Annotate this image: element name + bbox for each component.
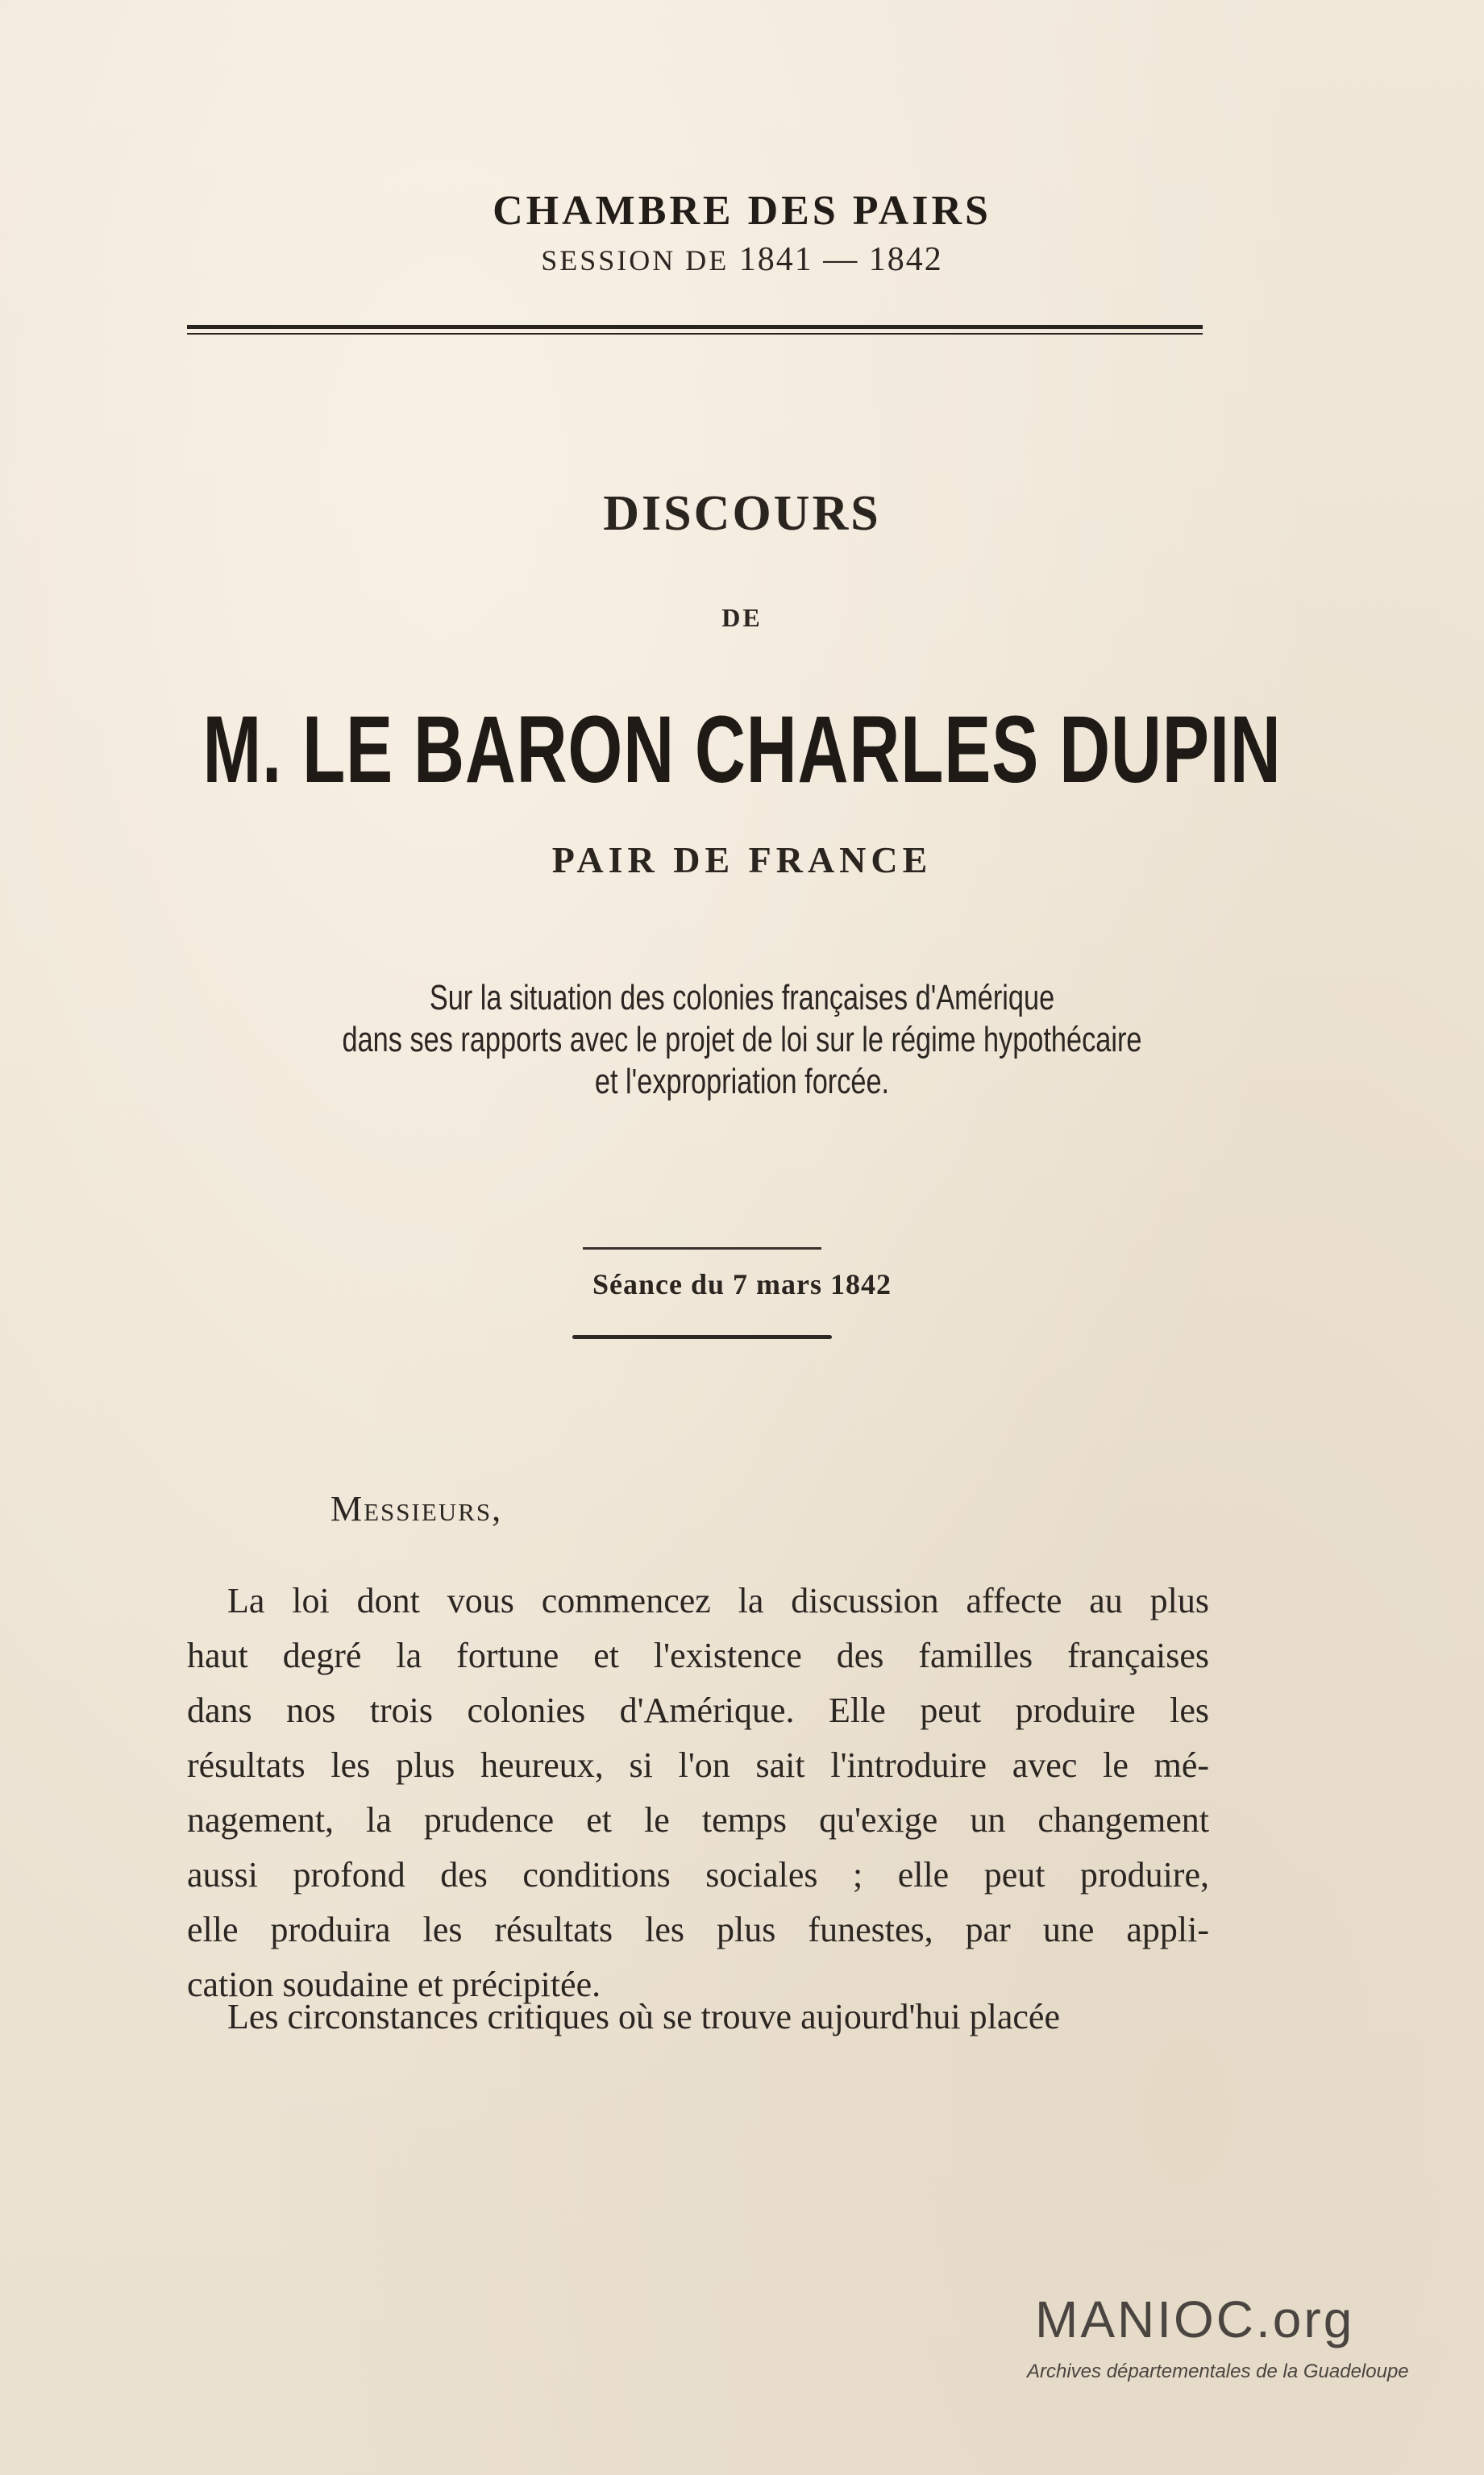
paragraph-1: [187, 1574, 1209, 2012]
short-rule-top: [583, 1247, 821, 1250]
subject-line-3: et l'expropriation forcée.: [594, 1062, 890, 1101]
author-rank: PAIR DE FRANCE: [551, 839, 933, 880]
double-rule-divider: [187, 325, 1203, 338]
paragraph-1-line-3: dans nos trois colonies d'Amérique. Elle peut produire les: [187, 1691, 1209, 1730]
paragraph-1-line-7: elle produira les résultats les plus funestes, par une appli-: [187, 1910, 1209, 1949]
paragraph-1-line-6: aussi profond des conditions sociales ; elle peut produire,: [187, 1855, 1209, 1895]
double-rule-thick: [187, 325, 1203, 329]
paragraph-1-line-5: nagement, la prudence et le temps qu'exige un changement: [187, 1800, 1209, 1840]
double-rule-thin: [187, 333, 1203, 335]
short-rule-bottom: [572, 1335, 832, 1339]
paragraph-1-line-4: résultats les plus heureux, si l'on sait l'introduire avec le mé-: [187, 1745, 1209, 1785]
author-name: M. LE BARON CHARLES DUPIN: [202, 697, 1282, 803]
subject-line-1: Sur la situation des colonies françaises d'Amérique: [429, 978, 1055, 1017]
subject-line-2: dans ses rapports avec le projet de loi sur le régime hypothécaire: [342, 1020, 1142, 1059]
paragraph-1-line-8: cation soudaine et précipitée.: [187, 1965, 601, 2004]
salutation-rest: essieurs,: [364, 1489, 503, 1529]
salutation: [330, 1488, 502, 1529]
archives-credit: Archives départementales de la Guadeloupe: [1027, 2361, 1409, 2382]
session-line: [0, 240, 1484, 279]
paragraph-2: Les circonstances critiques où se trouve aujourd'hui placée: [227, 1997, 1060, 2036]
discours-title: DISCOURS: [603, 486, 881, 541]
session-prefix: SESSION DE: [541, 244, 730, 277]
chamber-heading: CHAMBRE DES PAIRS: [493, 188, 991, 234]
manioc-logo: MANIOC.org: [1035, 2290, 1355, 2348]
salutation-initial: M: [330, 1489, 364, 1529]
speech-subject: [164, 977, 1321, 1103]
de-label: DE: [721, 603, 763, 632]
session-years: 1841 — 1842: [738, 241, 943, 278]
paragraph-1-line-2: haut degré la fortune et l'existence des familles françaises: [187, 1636, 1209, 1675]
seance-date: Séance du 7 mars 1842: [592, 1268, 892, 1300]
paragraph-1-line-1: La loi dont vous commencez la discussion affecte au plus: [227, 1581, 1209, 1620]
